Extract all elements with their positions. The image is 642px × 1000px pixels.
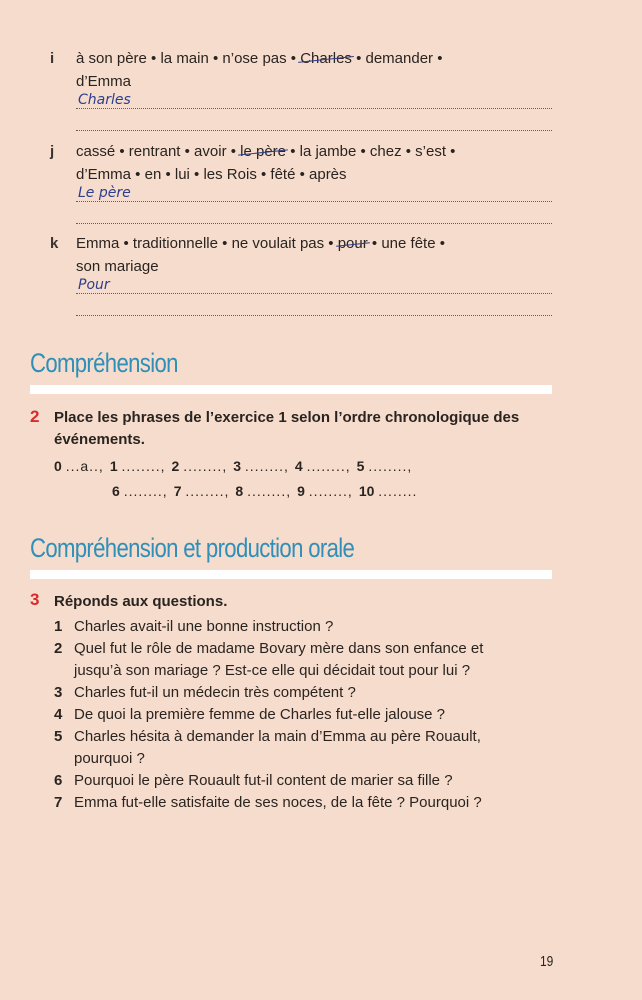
word-list-line-1 (76, 48, 442, 70)
sequence-number: 8 (235, 483, 244, 499)
word-segment: cassé • rentrant • avoir • (76, 143, 241, 160)
struck-word: pour (337, 235, 368, 252)
answer-line[interactable] (76, 108, 552, 109)
answer-line[interactable] (76, 293, 552, 294)
word-list-line-2: d’Emma • en • lui • les Rois • fêté • après (76, 166, 347, 183)
section-title-comprehension: Compréhension (30, 348, 178, 378)
sequence-slot[interactable] (110, 458, 166, 474)
question-text: Charles hésita à demander la main d’Emma au père Rouault, (74, 728, 481, 745)
sequence-slot[interactable] (359, 483, 418, 499)
sequence-blank: ........, (185, 483, 230, 499)
sequence-number: 0 (54, 458, 62, 474)
sequence-number: 2 (171, 458, 180, 474)
word-segment: • une fête • (367, 235, 445, 252)
word-segment: • demander • (351, 50, 443, 67)
word-segment: • la jambe • chez • s’est • (286, 143, 456, 160)
word-segment: Emma • traditionnelle • ne voulait pas • (76, 235, 338, 252)
sequence-number: 5 (356, 458, 365, 474)
answer-line[interactable] (76, 201, 552, 202)
sequence-blank: ........ (378, 483, 418, 499)
sequence-blank: ........, (247, 483, 292, 499)
exercise-2-number: 2 (30, 407, 40, 426)
struck-word: le père (240, 143, 287, 160)
page-number: 19 (540, 953, 554, 970)
word-segment: à son père • la main • n’ose pas • (76, 50, 301, 67)
question-text: pourquoi ? (74, 750, 145, 767)
sequence-number: 6 (112, 483, 120, 499)
sequence-number: 7 (173, 483, 182, 499)
question-text: Quel fut le rôle de madame Bovary mère dans son enfance et (74, 640, 484, 657)
sequence-number: 9 (297, 483, 305, 499)
sequence-blank: ........, (308, 483, 353, 499)
word-list-line-1 (76, 233, 445, 255)
item-letter: j (50, 143, 55, 160)
sequence-blank: ........, (183, 458, 228, 474)
question-number: 6 (54, 772, 63, 789)
sequence-row-1 (54, 458, 418, 474)
item-letter: k (50, 235, 59, 252)
sequence-blank: ........, (244, 458, 289, 474)
section-title-comprehension-orale: Compréhension et production orale (30, 533, 355, 563)
section-divider-bar (30, 385, 552, 394)
sequence-blank: ........, (306, 458, 351, 474)
sequence-slot[interactable] (112, 483, 168, 499)
handwritten-answer: Le père (78, 185, 131, 201)
sequence-slot[interactable] (233, 458, 289, 474)
sequence-slot[interactable] (172, 458, 228, 474)
sequence-row-2 (112, 483, 423, 499)
word-list-line-1 (76, 141, 455, 163)
sequence-number: 10 (358, 483, 375, 499)
question-number: 4 (54, 706, 63, 723)
sequence-blank: ........, (123, 483, 168, 499)
handwritten-answer: Charles (78, 92, 131, 108)
sequence-blank: ........, (368, 458, 413, 474)
question-number: 1 (54, 618, 63, 635)
sequence-number: 4 (294, 458, 303, 474)
question-text: jusqu’à son mariage ? Est-ce elle qui décidait tout pour lui ? (74, 662, 471, 679)
exercise-3-number: 3 (30, 590, 40, 609)
word-list-line-2: son mariage (76, 258, 159, 275)
question-text: De quoi la première femme de Charles fut-elle jalouse ? (74, 706, 446, 723)
question-number: 2 (54, 640, 63, 657)
sequence-number: 3 (233, 458, 242, 474)
sequence-slot[interactable] (295, 458, 351, 474)
exercise-2-instruction-line2: événements. (54, 431, 145, 448)
question-text: Emma fut-elle satisfaite de ses noces, de la fête ? Pourquoi ? (74, 794, 482, 811)
sequence-blank: ........, (121, 458, 166, 474)
question-number: 5 (54, 728, 63, 745)
question-text: Charles fut-il un médecin très compétent ? (74, 684, 356, 701)
sequence-slot[interactable] (54, 458, 104, 474)
question-number: 7 (54, 794, 63, 811)
section-divider-bar (30, 570, 552, 579)
question-number: 3 (54, 684, 63, 701)
handwritten-answer: Pour (78, 277, 110, 293)
exercise-2-instruction-line1: Place les phrases de l’exercice 1 selon l’ordre chronologique des (54, 409, 520, 426)
question-text: Pourquoi le père Rouault fut-il content de marier sa fille ? (74, 772, 453, 789)
exercise-3-instruction: Réponds aux questions. (54, 593, 228, 610)
question-text: Charles avait-il une bonne instruction ? (74, 618, 334, 635)
answer-line[interactable] (76, 223, 552, 224)
sequence-slot[interactable] (235, 483, 291, 499)
sequence-slot[interactable] (357, 458, 413, 474)
answer-line[interactable] (76, 315, 552, 316)
word-list-line-2: d’Emma (76, 73, 132, 90)
sequence-number: 1 (109, 458, 118, 474)
item-letter: i (50, 50, 55, 67)
sequence-slot[interactable] (174, 483, 230, 499)
sequence-slot[interactable] (297, 483, 353, 499)
sequence-blank: ...a.., (65, 458, 104, 474)
answer-line[interactable] (76, 130, 552, 131)
struck-word: Charles (300, 50, 352, 67)
